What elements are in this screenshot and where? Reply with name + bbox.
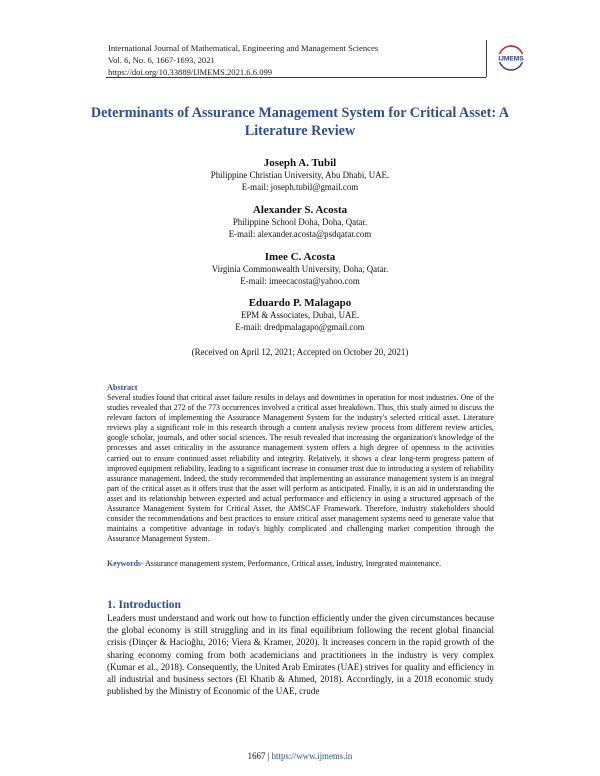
journal-header <box>108 42 378 78</box>
author-affiliation: Philippine Christian University, Abu Dhabi, UAE. <box>210 170 390 180</box>
author-name: Eduardo P. Malagapo <box>248 297 352 309</box>
author-email[interactable]: E-mail: dredpmalagapo@gmail.com <box>235 321 365 332</box>
volume-info: Vol. 6, No. 6, 1667-1693, 2021 <box>108 55 215 65</box>
journal-logo <box>493 45 529 71</box>
doi-link[interactable]: https://doi.org/10.33889/IJMEMS.2021.6.6.099 <box>108 67 273 77</box>
journal-url[interactable]: https://www.ijmems.in <box>271 751 353 761</box>
author-block <box>100 156 500 193</box>
footer-separator: | <box>267 751 270 761</box>
abstract-heading: Abstract <box>107 383 138 392</box>
page-number: 1667 <box>247 751 266 761</box>
keywords-line <box>107 559 494 569</box>
author-email[interactable]: E-mail: alexander.acosta@psdqatar.com <box>228 228 372 239</box>
logo-text: IJMEMS <box>498 55 524 63</box>
author-block <box>100 296 500 333</box>
journal-name: International Journal of Mathematical, Engineering and Management Sciences <box>108 43 379 53</box>
header-vertical-divider <box>486 40 487 77</box>
introduction-text: Leaders must understand and work out how to function efficiently under the given circumstances because the global economy is still struggling and in its final equilibrium following the recent global financial crisis (Dinçer & Hacioğlu, 2016; Viera & Kramer, 2020). It increases concern in the rapid growth of the sharing economy coming from both academicians and practitioners in the industry is very complex (Kumar et al., 2018). Consequently, the United Arab Emirates (UAE) strives for quality and efficiency in all industrial and business sectors (El Khatib & Ahmed, 2018). Accordingly, in a 2018 economic study published by the Ministry of Economic of the UAE, crude <box>107 613 494 697</box>
received-dates: (Received on April 12, 2021; Accepted on October 20, 2021) <box>191 347 409 357</box>
author-name: Alexander S. Acosta <box>252 204 348 216</box>
header-divider <box>106 77 486 78</box>
keywords-text: Assurance management system, Performance, Critical asset, Industry, Integrated maintenance. <box>143 559 442 568</box>
author-name: Imee C. Acosta <box>264 251 336 263</box>
paper-title: Determinants of Assurance Management System for Critical Asset: A Literature Review <box>90 105 510 139</box>
author-email[interactable]: E-mail: imeecacosta@yahoo.com <box>240 275 360 286</box>
author-block <box>100 250 500 287</box>
author-block <box>100 203 500 240</box>
abstract-text: Several studies found that critical asset failure results in delays and downtimes in operation for most industries. One of the studies revealed that 272 of the 773 occurrences involved a critical asset breakdown. Thus, this study aimed to discuss the relevant factors of implementing the Assurance Management System for the industry's selected critical asset. Literature reviews play a significant role in this research through a content analysis review process from different review articles, google scholar, journals, and other social sciences. The result revealed that increasing the organization's knowledge of the processes and asset criticality in the assurance management system offers a high degree of openness to the activities carried out to ensure continued asset reliability and integrity. Relatively, it shows a clear long-term progress pattern of improved equipment reliability, leading to a significant increase in consumer trust due to introducing a system of reliability assurance management. Indeed, the study recommended that implementing an assurance management system is an integral part of the critical asset as it offers trust that the asset will perform as anticipated. Finally, it is an aid in understanding the asset and its relationship between expected and actual performance and efficiency in using a structured approach of the Assurance Management System for Critical Asset, the AMSCAF Framework. Therefore, industry stakeholders should consider the recommendations and best practices to ensure critical asset management systems need to generate value that maintains a competitive advantage in today's highly complicated and challenging market competition through the Assurance Management System. <box>107 393 494 544</box>
author-affiliation: Virginia Commonwealth University, Doha, Qatar. <box>211 264 389 274</box>
author-affiliation: EPM & Associates, Dubai, UAE. <box>240 310 360 320</box>
author-email[interactable]: E-mail: joseph.tubil@gmail.com <box>241 181 359 192</box>
keywords-heading: Keywords- <box>107 559 144 568</box>
page-footer <box>0 750 600 762</box>
author-affiliation: Philippine School Doha, Doha, Qatar. <box>232 217 368 227</box>
author-name: Joseph A. Tubil <box>263 157 337 169</box>
section-heading: 1. Introduction <box>107 599 181 611</box>
abstract-section <box>107 383 494 544</box>
